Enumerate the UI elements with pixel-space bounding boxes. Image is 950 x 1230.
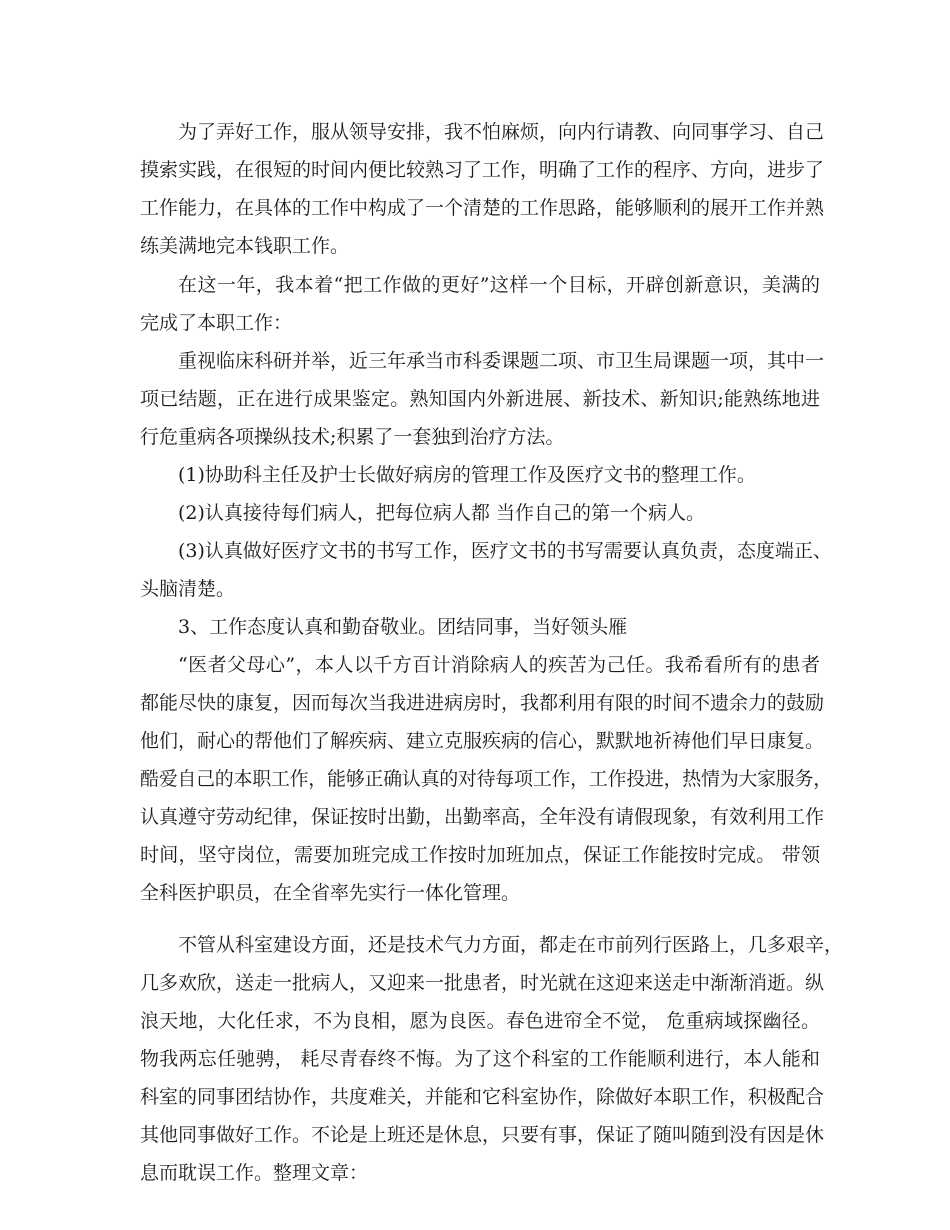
text-line: 在这一年，我本着“把工作做的更好”这样一个目标，开辟创新意识，美满的: [178, 274, 820, 296]
text-line: 摸索实践，在很短的时间内便比较熟习了工作，明确了工作的程序、方向，进步了: [140, 159, 825, 181]
text-line: 几多欢欣，送走一批病人，又迎来一批患者，时光就在这迎来送走中渐渐消逝。纵: [140, 972, 825, 994]
text-line: 他们，耐心的帮他们了解疾病、建立克服疾病的信心，默默地祈祷他们早日康复。: [140, 730, 825, 752]
text-line: 其他同事做好工作。不论是上班还是休息，只要有事，保证了随叫随到没有因是休: [140, 1124, 825, 1146]
text-line: 工作能力，在具体的工作中构成了一个清楚的工作思路，能够顺利的展开工作并熟: [140, 197, 825, 219]
text-line: 头脑清楚。: [140, 578, 236, 600]
text-line: (3)认真做好医疗文书的书写工作，医疗文书的书写需要认真负责，态度端正、: [178, 540, 832, 562]
text-line: 物我两忘任驰骋， 耗尽青春终不悔。为了这个科室的工作能顺利进行，本人能和: [140, 1048, 820, 1070]
text-line: 全科医护职员，在全省率先实行一体化管理。: [140, 882, 521, 904]
text-line: 不管从科室建设方面，还是技术气力方面，都走在市前列行医路上，几多艰辛，: [178, 934, 844, 956]
text-line: 时间，坚守岗位，需要加班完成工作按时加班加点，保证工作能按时完成。 带领: [140, 844, 820, 866]
text-line: 为了弄好工作，服从领导安排，我不怕麻烦，向内行请教、向同事学习、自己: [178, 121, 825, 143]
text-line: 项已结题，正在进行成果鉴定。熟知国内外新进展、新技术、新知识;能熟练地进: [140, 388, 820, 410]
text-line: 行危重病各项操纵技术;积累了一套独到治疗方法。: [140, 426, 565, 448]
text-line: 练美满地完本钱职工作。: [140, 235, 350, 257]
section-heading: 3、工作态度认真和勤奋敬业。团结同事，当好领头雁: [178, 616, 628, 638]
text-line: 科室的同事团结协作，共度难关，并能和它科室协作，除做好本职工作，积极配合: [140, 1086, 825, 1108]
text-line: “医者父母心”，本人以千方百计消除病人的疾苦为己任。我希看所有的患者: [178, 654, 820, 676]
text-line: 浪天地，大化任求，不为良相，愿为良医。春色进帘全不觉， 危重病域探幽径。: [140, 1010, 820, 1032]
text-line: 都能尽快的康复，因而每次当我进进病房时，我都利用有限的时间不遗余力的鼓励: [140, 692, 825, 714]
text-line: 酷爱自己的本职工作，能够正确认真的对待每项工作，工作投进，热情为大家服务，: [140, 768, 832, 790]
text-line: 完成了本职工作：: [140, 312, 293, 334]
text-line: 重视临床科研并举，近三年承当市科委课题二项、市卫生局课题一项，其中一: [178, 350, 825, 372]
text-line: 息而耽误工作。整理文章：: [140, 1162, 369, 1184]
text-line: 认真遵守劳动纪律，保证按时出勤，出勤率高，全年没有请假现象，有效利用工作: [140, 806, 825, 828]
text-line: (1)协助科主任及护士长做好病房的管理工作及医疗文书的整理工作。: [178, 464, 756, 486]
text-line: (2)认真接待每们病人，把每位病人都 当作自己的第一个病人。: [178, 502, 705, 524]
